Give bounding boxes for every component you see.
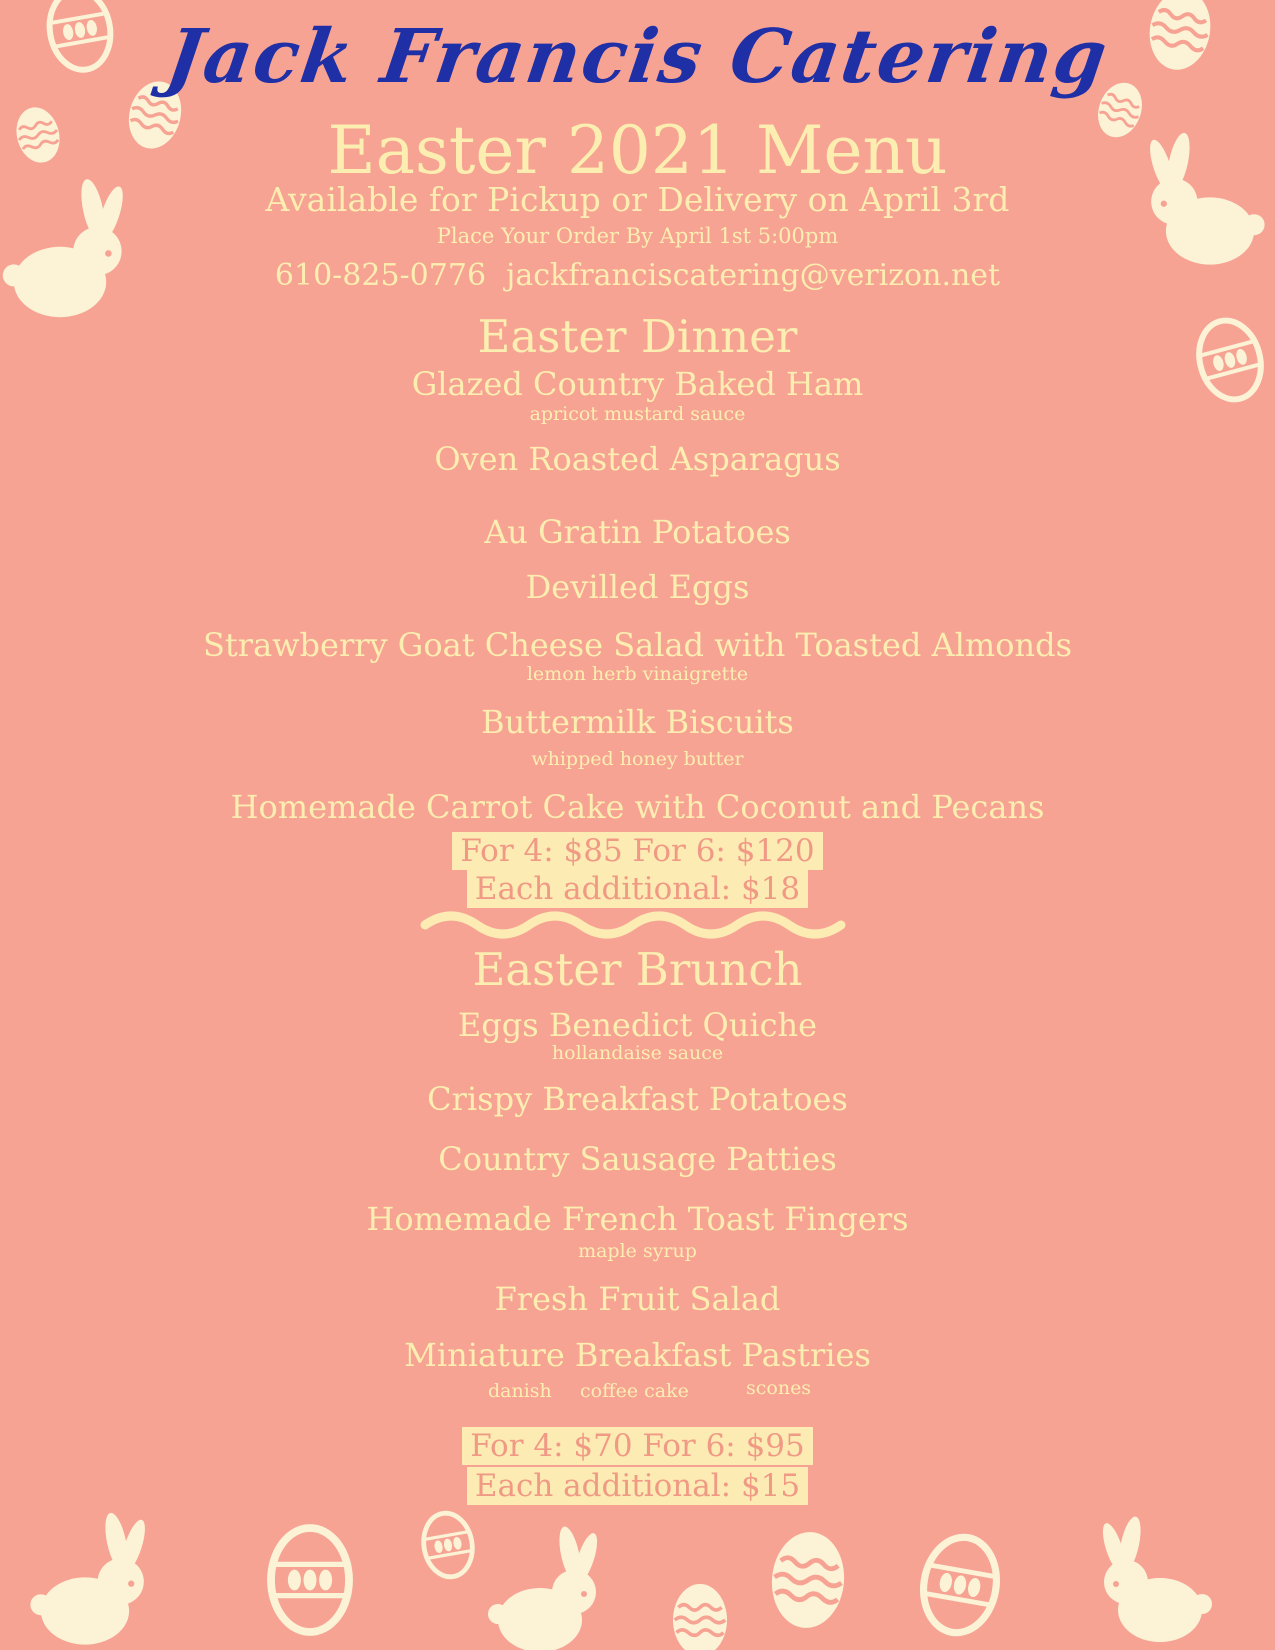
availability-text: Available for Pickup or Delivery on April 3rd	[265, 180, 1010, 219]
email-address: jackfranciscatering@verizon.net	[506, 258, 1001, 293]
dinner-price-primary: For 4: $85 For 6: $120	[0, 832, 1275, 870]
pastry-option: coffee cake	[580, 1380, 689, 1402]
brand-name: Jack Francis Catering	[161, 14, 1114, 100]
menu-item: Oven Roasted Asparagus	[434, 440, 841, 478]
bunny-icon	[30, 1511, 149, 1645]
contact-line	[0, 258, 1275, 293]
bunny-icon	[488, 1525, 602, 1650]
menu-item-note: whipped honey butter	[531, 748, 744, 770]
menu-item: Strawberry Goat Cheese Salad with Toasted Almonds	[202, 626, 1073, 664]
menu-item: Homemade French Toast Fingers	[366, 1200, 909, 1238]
phone-number: 610-825-0776	[274, 258, 487, 293]
easter-egg-icon	[916, 1531, 1004, 1638]
menu-item: Miniature Breakfast Pastries	[404, 1336, 871, 1374]
page-title: Easter 2021 Menu	[327, 112, 948, 189]
menu-item: Glazed Country Baked Ham	[411, 365, 864, 403]
menu-item-note: maple syrup	[578, 1240, 697, 1262]
menu-item: Country Sausage Patties	[438, 1140, 837, 1178]
menu-item: Devilled Eggs	[525, 568, 750, 606]
menu-item-note: apricot mustard sauce	[529, 403, 746, 425]
easter-egg-icon	[419, 1509, 477, 1580]
wavy-divider	[425, 916, 841, 934]
pastry-option: scones	[746, 1377, 812, 1399]
bunny-icon	[1098, 1515, 1212, 1642]
menu-item: Crispy Breakfast Potatoes	[427, 1080, 848, 1118]
easter-egg-icon	[673, 1584, 727, 1650]
pastry-option: danish	[488, 1380, 552, 1402]
easter-egg-icon	[768, 1529, 848, 1631]
dinner-heading: Easter Dinner	[477, 310, 798, 363]
menu-item-note: lemon herb vinaigrette	[526, 663, 749, 685]
menu-item: Au Gratin Potatoes	[484, 513, 791, 551]
menu-item-note: hollandaise sauce	[551, 1042, 724, 1064]
brunch-heading: Easter Brunch	[472, 943, 803, 996]
menu-item: Eggs Benedict Quiche	[457, 1006, 818, 1044]
menu-item: Buttermilk Biscuits	[481, 703, 794, 741]
easter-egg-icon	[271, 1528, 349, 1632]
menu-item: Homemade Carrot Cake with Coconut and Pecans	[230, 788, 1045, 826]
brunch-price-additional: Each additional: $15	[0, 1467, 1275, 1505]
brunch-price-primary: For 4: $70 For 6: $95	[0, 1427, 1275, 1465]
order-deadline: Place Your Order By April 1st 5:00pm	[436, 224, 839, 248]
dinner-price-additional: Each additional: $18	[0, 870, 1275, 908]
menu-item: Fresh Fruit Salad	[494, 1280, 781, 1318]
